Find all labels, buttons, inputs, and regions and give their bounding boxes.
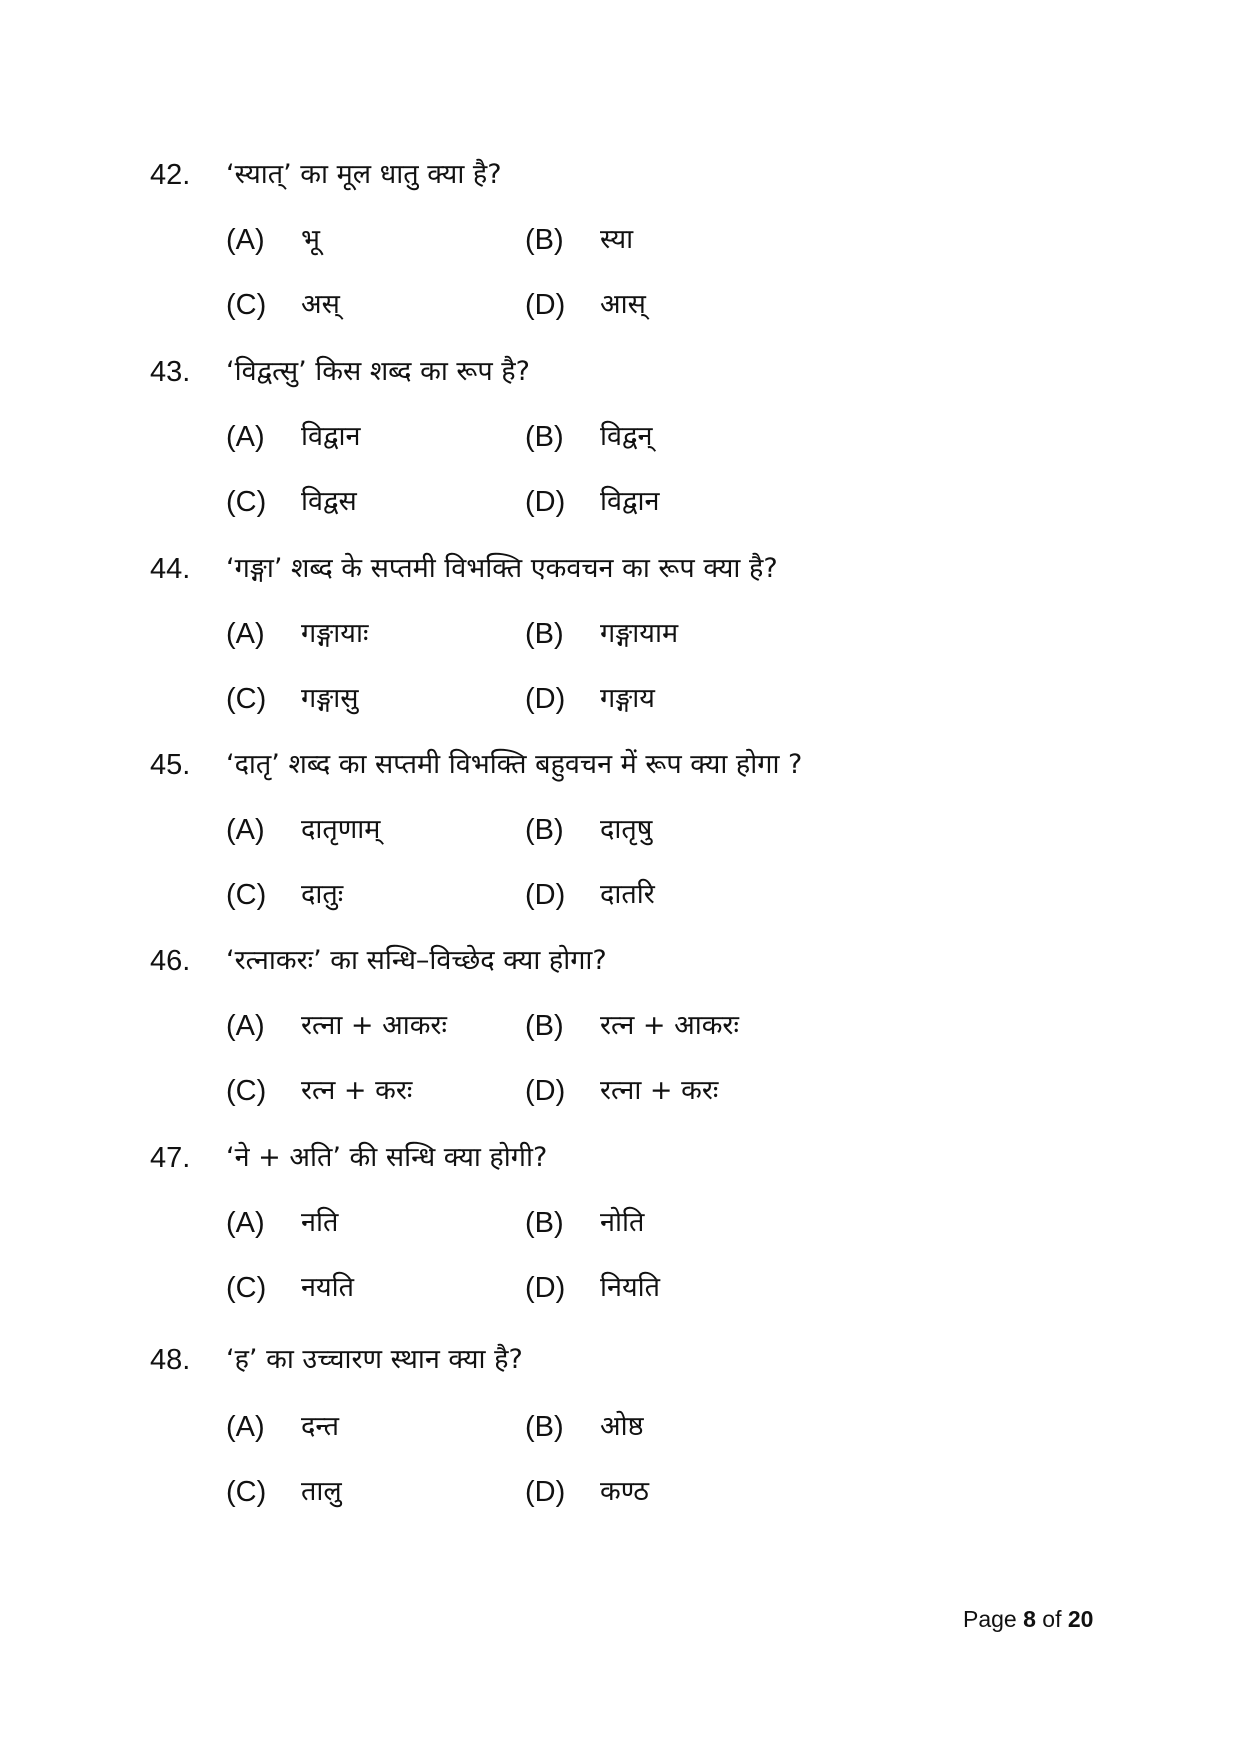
option-label: (C) <box>226 289 267 321</box>
option-label: (D) <box>525 1272 566 1304</box>
option-text: विद्वस <box>301 486 357 517</box>
option-text: कण्ठ <box>600 1476 649 1507</box>
option-label: (C) <box>226 1075 267 1107</box>
question-stem <box>0 941 1241 981</box>
option-label: (B) <box>525 224 564 256</box>
option-text: रत्ना + करः <box>600 1075 719 1106</box>
option-text: गङ्गायाम <box>600 618 679 649</box>
question-stem <box>0 745 1241 785</box>
option-text: दन्त <box>301 1411 340 1442</box>
option-label: (B) <box>525 814 564 846</box>
option-text: दातरि <box>600 879 655 910</box>
option-text: दातृषु <box>600 814 653 845</box>
page-number-footer <box>963 1604 1093 1634</box>
option-text: विद्वान <box>301 421 361 452</box>
option-text: तालु <box>301 1476 342 1507</box>
option-text: रत्न + आकरः <box>600 1010 739 1041</box>
question-stem <box>0 1138 1241 1178</box>
option-label: (D) <box>525 683 566 715</box>
question-stem <box>0 549 1241 589</box>
option-label: (D) <box>525 1075 566 1107</box>
question-stem <box>0 1340 1241 1380</box>
question-number: 44. <box>150 553 191 585</box>
option-text: नयति <box>301 1272 355 1303</box>
question-text: ‘ने + अति’ की सन्धि क्या होगी? <box>226 1142 548 1173</box>
option-text: भू <box>301 224 320 255</box>
option-label: (A) <box>226 618 265 650</box>
option-label: (D) <box>525 289 566 321</box>
option-label: (C) <box>226 1272 267 1304</box>
option-text: गङ्गायाः <box>301 618 369 649</box>
option-text: दातृणाम् <box>301 814 381 845</box>
option-text: नियति <box>600 1272 661 1303</box>
option-label: (C) <box>226 486 267 518</box>
option-text: गङ्गासु <box>301 683 359 714</box>
option-label: (A) <box>226 1207 265 1239</box>
question-number: 42. <box>150 159 191 191</box>
option-label: (C) <box>226 683 267 715</box>
option-label: (A) <box>226 1010 265 1042</box>
question-text: ‘स्यात्’ का मूल धातु क्या है? <box>226 159 502 190</box>
option-text: ओष्ठ <box>600 1411 644 1442</box>
option-text: रत्न + करः <box>301 1075 413 1106</box>
option-label: (B) <box>525 1411 564 1443</box>
option-text: विद्वान <box>600 486 660 517</box>
option-label: (D) <box>525 1476 566 1508</box>
question-number: 46. <box>150 945 191 977</box>
option-label: (A) <box>226 814 265 846</box>
of-word: of <box>1042 1606 1062 1632</box>
question-stem <box>0 155 1241 195</box>
option-label: (B) <box>525 421 564 453</box>
option-label: (A) <box>226 1411 265 1443</box>
option-label: (B) <box>525 1010 564 1042</box>
option-text: स्या <box>600 224 634 255</box>
option-label: (D) <box>525 486 566 518</box>
option-label: (D) <box>525 879 566 911</box>
option-label: (A) <box>226 421 265 453</box>
page-total: 20 <box>1067 1606 1094 1632</box>
question-number: 47. <box>150 1142 191 1174</box>
question-text: ‘ह’ का उच्चारण स्थान क्या है? <box>226 1344 523 1375</box>
option-text: रत्ना + आकरः <box>301 1010 447 1041</box>
page-word: Page <box>963 1606 1017 1632</box>
question-number: 48. <box>150 1344 191 1376</box>
question-stem <box>0 352 1241 392</box>
page-current: 8 <box>1023 1606 1036 1632</box>
question-text: ‘विद्वत्सु’ किस शब्द का रूप है? <box>226 356 530 387</box>
option-text: विद्वन् <box>600 421 653 452</box>
question-text: ‘दातृ’ शब्द का सप्तमी विभक्ति बहुवचन में रूप क्या होगा ? <box>226 749 803 780</box>
option-label: (A) <box>226 224 265 256</box>
option-text: दातुः <box>301 879 344 910</box>
option-text: आस् <box>600 289 646 320</box>
option-text: अस् <box>301 289 340 320</box>
question-number: 43. <box>150 356 191 388</box>
option-label: (B) <box>525 1207 564 1239</box>
option-label: (C) <box>226 1476 267 1508</box>
option-text: नोति <box>600 1207 645 1238</box>
question-text: ‘रत्नाकरः’ का सन्धि–विच्छेद क्या होगा? <box>226 945 607 976</box>
option-label: (C) <box>226 879 267 911</box>
option-text: गङ्गाय <box>600 683 655 714</box>
option-label: (B) <box>525 618 564 650</box>
option-text: नति <box>301 1207 339 1238</box>
question-text: ‘गङ्गा’ शब्द के सप्तमी विभक्ति एकवचन का रूप क्या है? <box>226 553 778 584</box>
question-number: 45. <box>150 749 191 781</box>
